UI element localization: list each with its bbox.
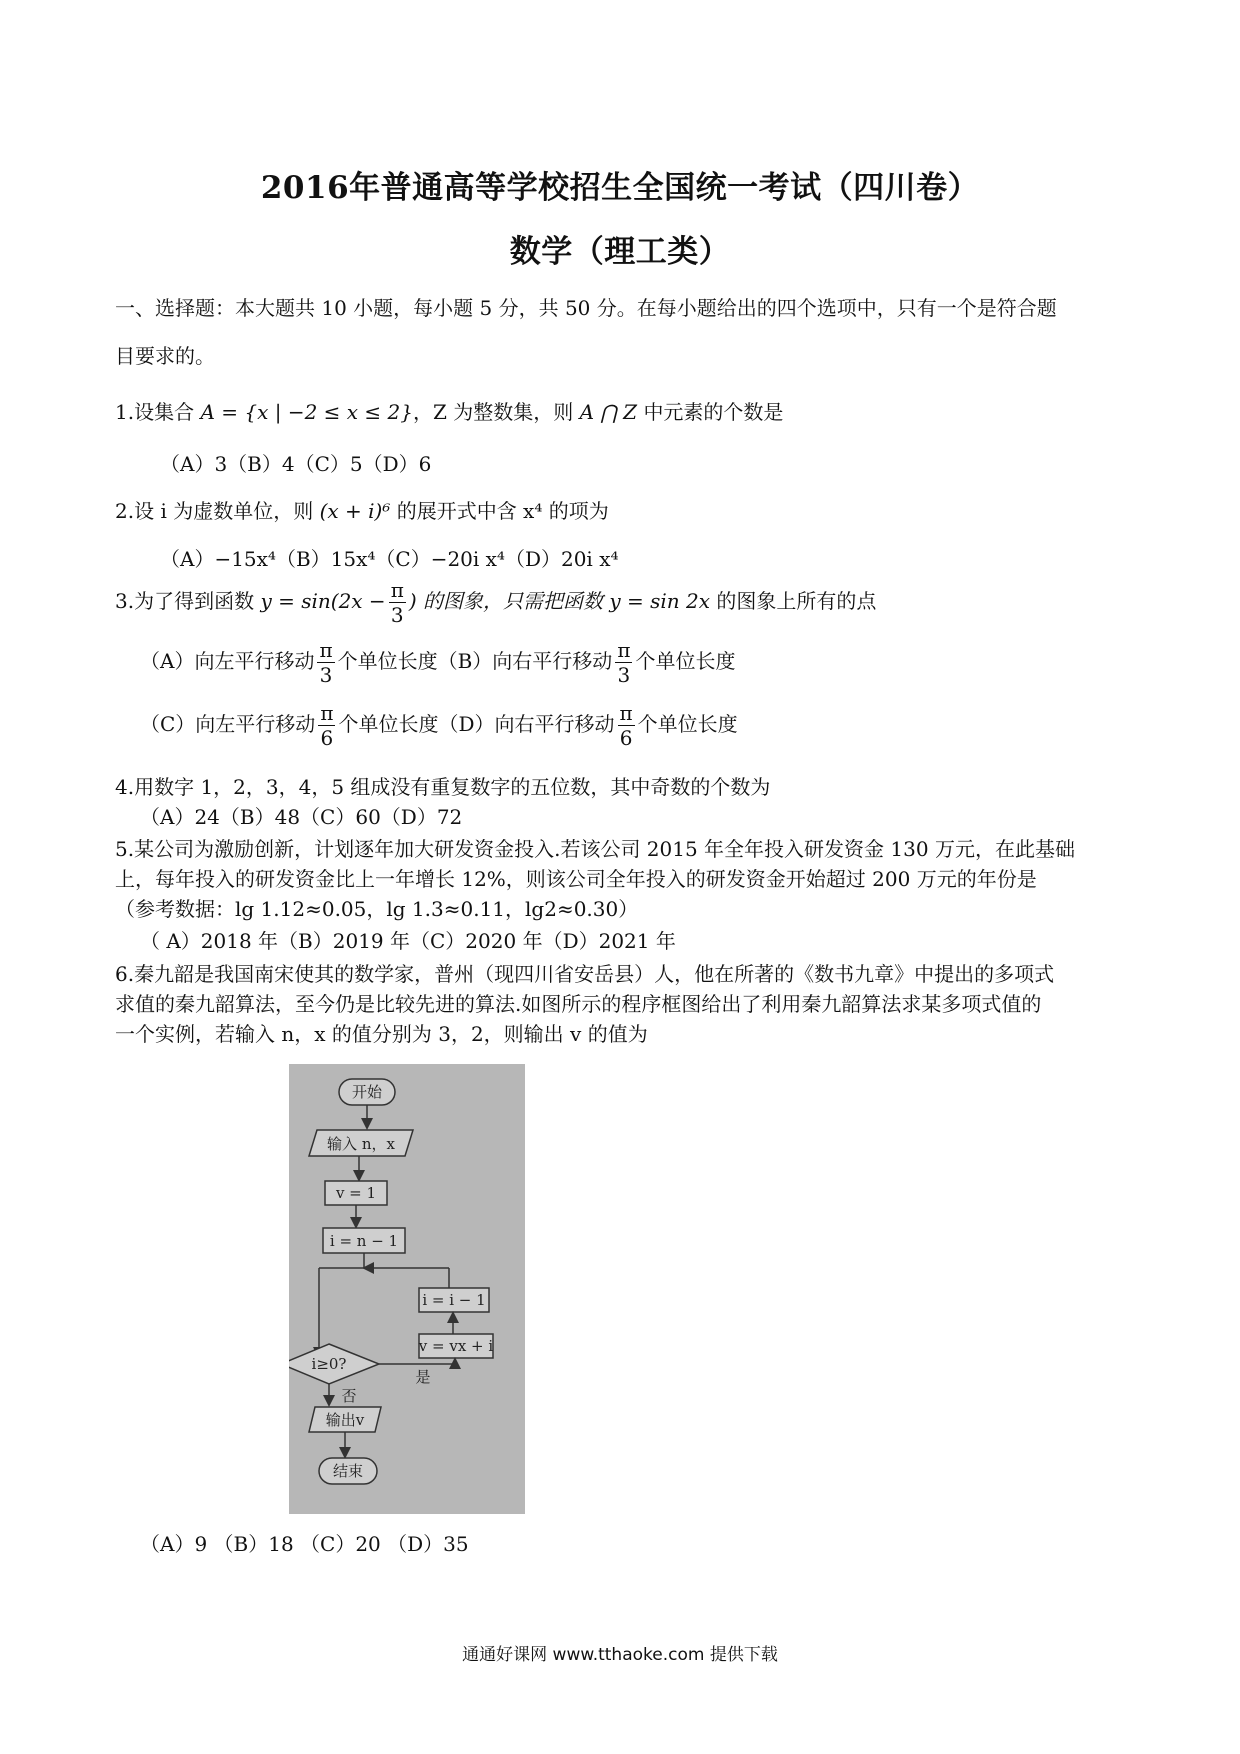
exam-title: 2016年普通高等学校招生全国统一考试（四川卷） — [260, 170, 980, 206]
exam-subtitle: 数学（理工类） — [509, 234, 731, 270]
question-3-stem: 3.为了得到函数 y = sin(2x − $\frac{\pi}{3}$ ) 的图象，只需把函数 y = sin 2x 的图象上所有的点 — [115, 578, 877, 627]
question-5-line-1: 5.某公司为激励创新，计划逐年加大研发资金投入.若该公司 2015 年全年投入研发资金 130 万元，在此基础 — [115, 837, 1075, 861]
question-4-options: （A）24（B）48（C）60（D）72 — [140, 805, 463, 829]
section-intro-line-1: 一、选择题：本大题共 10 小题，每小题 5 分，共 50 分。在每小题给出的四个选项中，只有一个是符合题 — [115, 296, 1057, 320]
flowchart-start-label: 开始 — [351, 1083, 383, 1101]
question-1-stem: 1.设集合 A = {x | −2 ≤ x ≤ 2}，Z 为整数集，则 A ⋂ Z 中元素的个数是 — [115, 400, 784, 424]
q1-intersection-expr: A ⋂ Z — [579, 400, 638, 424]
question-4-stem: 4.用数字 1，2，3，4，5 组成没有重复数字的五位数，其中奇数的个数为 — [115, 775, 771, 799]
question-6-line-2: 求值的秦九韶算法，至今仍是比较先进的算法.如图所示的程序框图给出了利用秦九韶算法求某多项式值的 — [115, 992, 1042, 1016]
question-2-options: （A）−15x⁴（B）15x⁴（C）−20i x⁴（D）20i x⁴ — [160, 547, 619, 571]
flowchart-yes-label: 是 — [415, 1368, 431, 1386]
flowchart-update-i-label: i = i − 1 — [422, 1291, 486, 1309]
question-5-options: （ A）2018 年（B）2019 年（C）2020 年（D）2021 年 — [140, 929, 676, 953]
question-6-options: （A）9 （B）18 （C）20 （D）35 — [140, 1532, 469, 1556]
question-1-options: （A）3（B）4（C）5（D）6 — [160, 452, 432, 476]
question-2-stem: 2.设 i 为虚数单位，则 (x + i)⁶ 的展开式中含 x⁴ 的项为 — [115, 499, 609, 523]
q3-fraction-pi-over-3: $\frac{\pi}{3}$ — [390, 578, 404, 627]
flowchart-init-i-label: i = n − 1 — [329, 1232, 399, 1250]
question-6-line-3: 一个实例，若输入 n，x 的值分别为 3，2，则输出 v 的值为 — [115, 1022, 648, 1046]
flowchart-diagram — [289, 1064, 525, 1514]
question-3-options-ab: （A）向左平行移动 $\frac{\pi}{3}$ 个单位长度（B）向右平行移动 $\frac{\pi}{3}$ 个单位长度 — [140, 638, 736, 687]
flowchart-input-label: 输入 n，x — [327, 1135, 395, 1153]
question-5-line-2: 上，每年投入的研发资金比上一年增长 12%，则该公司全年投入的研发资金开始超过 200 万元的年份是 — [115, 867, 1037, 891]
question-6-line-1: 6.秦九韶是我国南宋使其的数学家，普州（现四川省安岳县）人，他在所著的《数书九章》中提出的多项式 — [115, 962, 1055, 986]
q1-set-expr: A = {x | −2 ≤ x ≤ 2} — [200, 400, 413, 424]
q3-base-function: y = sin 2x — [609, 589, 711, 613]
question-5-line-3: （参考数据：lg 1.12≈0.05，lg 1.3≈0.11，lg2≈0.30） — [115, 897, 639, 921]
question-3-options-cd: （C）向左平行移动 $\frac{\pi}{6}$ 个单位长度（D）向右平行移动 $\frac{\pi}{6}$ 个单位长度 — [140, 701, 738, 750]
section-intro-line-2: 目要求的。 — [115, 344, 215, 368]
flowchart-condition-label: i≥0? — [311, 1355, 347, 1373]
flowchart-no-label: 否 — [341, 1387, 357, 1405]
page-footer: 通通好课网 www.tthaoke.com 提供下载 — [462, 1645, 778, 1665]
q2-binomial-expr: (x + i)⁶ — [319, 499, 391, 523]
flowchart-output-label: 输出v — [325, 1411, 365, 1429]
flowchart-update-v-label: v = vx + i — [418, 1337, 494, 1355]
flowchart-init-v-label: v = 1 — [335, 1184, 377, 1202]
flowchart-end-label: 结束 — [332, 1462, 364, 1480]
